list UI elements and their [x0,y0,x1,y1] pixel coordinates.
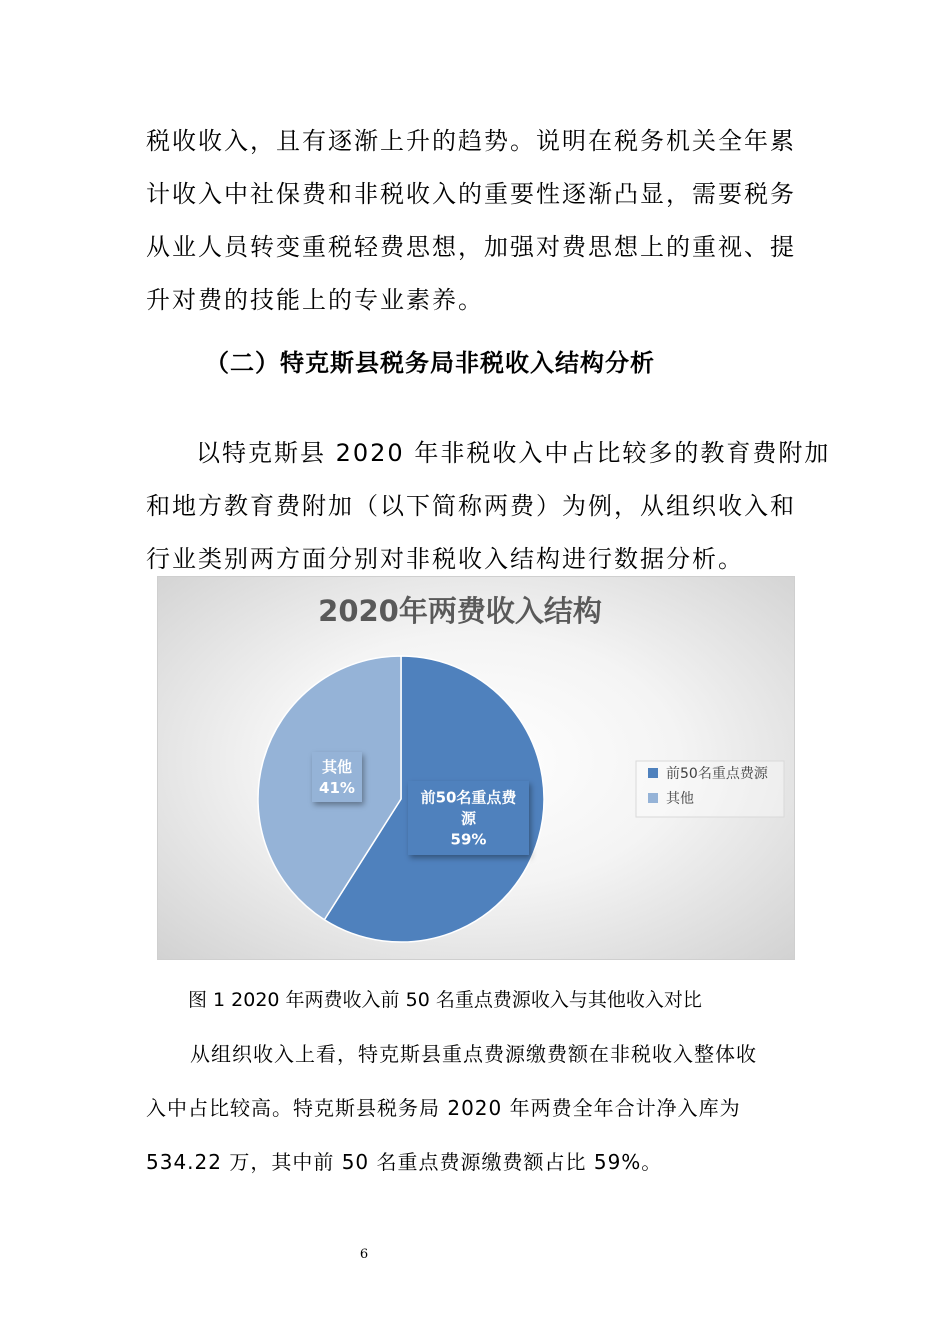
paragraph-intro [146,427,831,586]
pie-chart-svg [158,577,796,961]
text-line: 税收收入，且有逐渐上升的趋势。说明在税务机关全年累 [146,127,796,155]
figure-caption: 图 1 2020 年两费收入前 50 名重点费源收入与其他收入对比 [188,989,702,1011]
text-line: 行业类别两方面分别对非税收入结构进行数据分析。 [146,545,744,573]
data-label: 源 [460,809,477,828]
text-line: 计收入中社保费和非税收入的重要性逐渐凸显，需要税务 [146,180,796,208]
pie-chart [157,576,795,960]
paragraph-tax-income [146,115,806,327]
legend-label: 前50名重点费源 [666,766,768,782]
legend-label: 其他 [666,791,694,807]
text-line: 从业人员转变重税轻费思想，加强对费思想上的重视、提 [146,233,796,261]
legend-swatch [648,793,658,803]
paragraph-analysis [146,1027,806,1189]
text-line: 入中占比较高。特克斯县税务局 2020 年两费全年合计净入库为 [146,1096,741,1120]
data-label: 41% [319,779,355,797]
page-number: 6 [359,1247,369,1262]
chart-title: 2020年两费收入结构 [318,594,602,628]
chart-legend [636,761,784,817]
text-line: 534.22 万，其中前 50 名重点费源缴费额占比 59%。 [146,1150,663,1174]
data-label: 59% [450,830,487,849]
data-label: 其他 [321,758,353,776]
legend-swatch [648,768,658,778]
section-heading: （二）特克斯县税务局非税收入结构分析 [205,349,655,377]
text-line: 升对费的技能上的专业素养。 [146,286,484,314]
text-line: 和地方教育费附加（以下简称两费）为例，从组织收入和 [146,492,796,520]
data-label: 前50名重点费 [420,788,517,807]
text-line: 从组织收入上看，特克斯县重点费源缴费额在非税收入整体收 [190,1042,757,1066]
text-line: 以特克斯县 2020 年非税收入中占比较多的教育费附加 [196,439,831,467]
